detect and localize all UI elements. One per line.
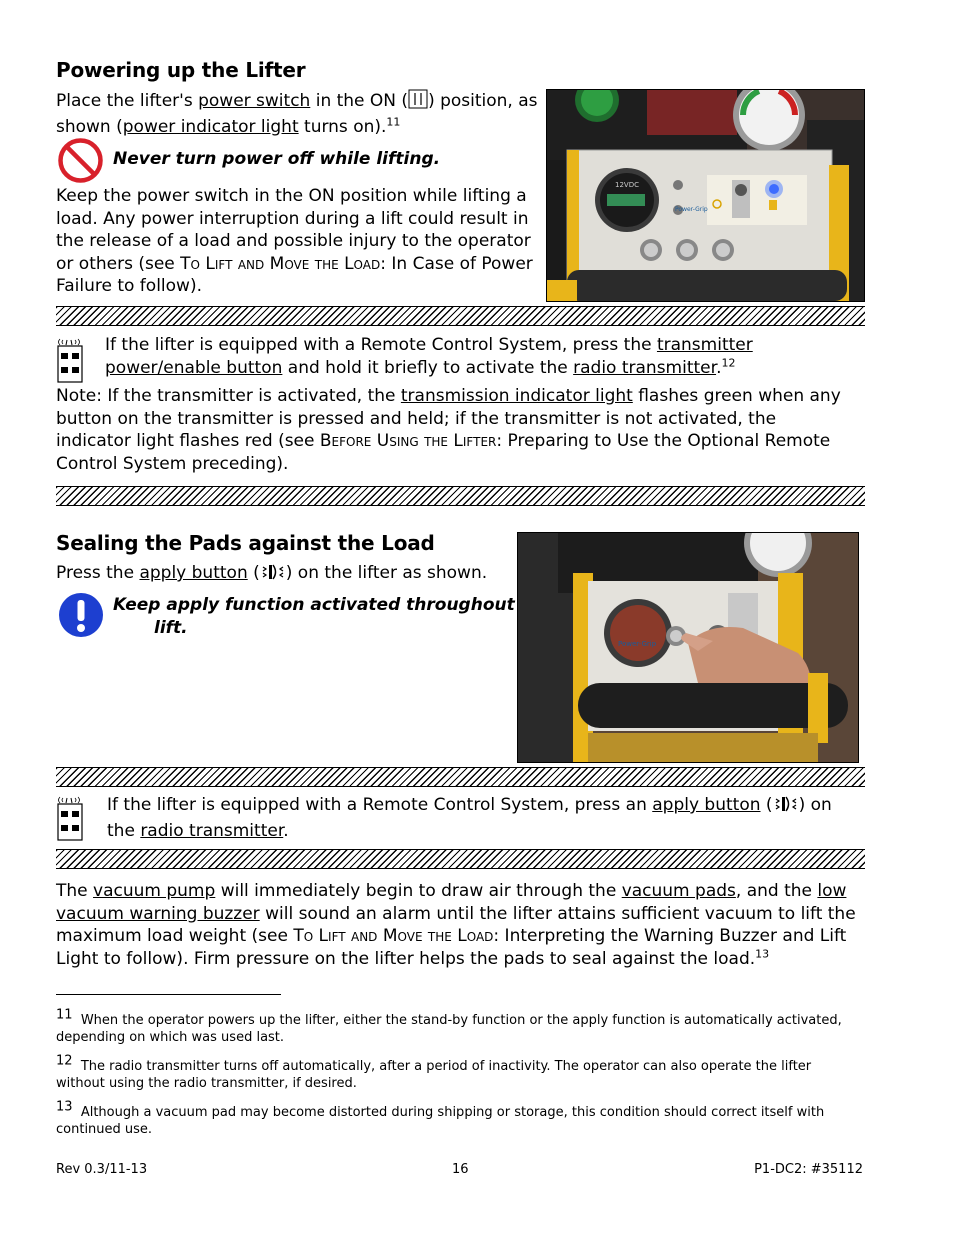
vacuum-pump-paragraph: The vacuum pump will immediately begin to draw air through the vacuum pads, and the low vacuum warning buzzer will sound an alarm until the lifter attains sufficient vacuum to lift the maximum load weight (see To Lift and Move the Load: Interpreting the Warning Buzzer and Lift Light to follow). Firm pressure on the lifter helps the pads to seal against the load.$^{13}$ [56, 881, 856, 969]
power-paragraph: Place the lifter's power switch in the ON ( ) position, as shown (power indicator light turns on).$^{11}$ [56, 91, 538, 137]
apply-paragraph: Press the apply button ( ) on the lifter as shown. [56, 562, 516, 588]
remote-apply-paragraph: If the lifter is equipped with a Remote Control System, press an apply button ( ) on the radio transmitter. [107, 795, 832, 841]
low-vacuum-buzzer-link: low vacuum warning buzzer [56, 881, 847, 924]
power-on-symbol-icon [408, 89, 428, 116]
keep-power-paragraph: Keep the power switch in the ON position while lifting a load. Any power interruption during a lift could result in the release of a load and possible injury to the operator or others (see To Lift and Move the Load: In Case of Power Failure to follow). [56, 186, 533, 296]
transmission-indicator-link: transmission indicator light [400, 386, 633, 406]
radio-transmitter-link: radio transmitter [573, 357, 717, 378]
vacuum-pump-link: vacuum pump [93, 881, 216, 901]
cross-ref-lift-move-2: To Lift and Move the Load [293, 926, 494, 946]
radio-transmitter-link-2: radio transmitter [140, 820, 284, 841]
apply-symbol-icon [260, 563, 286, 588]
remote-section-border-bottom [56, 486, 865, 506]
notice-keep-apply: Keep apply function activated throughout lift. [113, 595, 515, 638]
photo-apply-button [517, 532, 859, 763]
remote-section-border-top [56, 306, 865, 326]
photo-power-switch-drawing [547, 90, 864, 301]
remote-control-icon [57, 337, 83, 387]
remote-section2-border-top [56, 767, 865, 787]
gauge-label: 12VDC [615, 181, 639, 189]
transmitter-note-paragraph: Note: If the transmitter is activated, the transmission indicator light flashes green when any button on the transmitter is pressed and held; if the transmitter is not activated, the indicator light flashes red (see Before Using the Lifter: Preparing to Use the Optional Remote Control System preceding). [56, 386, 841, 474]
footnote-12: 12 The radio transmitter turns off automatically, after a period of inactivity. The operator can also operate the lifter without using the radio transmitter, if desired. [56, 1053, 812, 1091]
cross-ref-lift-move: To Lift and Move the Load [180, 253, 381, 274]
notice-icon [58, 592, 104, 642]
warning-never-turn-off: Never turn power off while lifting. [113, 149, 441, 169]
footnote-ref-13: 13 [755, 946, 770, 960]
footnote-11: 11 When the operator powers up the lifter, either the stand-by function or the apply function is automatically activated, depending on which was used last. [56, 1007, 842, 1045]
apply-button-link: apply button [139, 563, 248, 583]
remote-control-icon-2 [57, 795, 83, 845]
brand-label-1: Power-Grip [675, 206, 708, 213]
remote-section2-border-bottom [56, 849, 865, 869]
footnote-13: 13 Although a vacuum pad may become distorted during shipping or storage, this condition should correct itself with continued use. [56, 1099, 825, 1137]
footer-page-number: 16 [452, 1162, 469, 1177]
footnote-separator [56, 994, 281, 995]
cross-ref-before-using: Before Using the Lifter [319, 431, 497, 451]
footer-document-id: P1-DC2: #35112 [754, 1162, 863, 1177]
power-indicator-link: power indicator light [122, 116, 299, 137]
section-title-powering-up: Powering up the Lifter [56, 58, 306, 82]
transmitter-power-enable-link: transmitter power/enable button [105, 335, 753, 378]
footnote-ref-11: 11 [386, 114, 401, 128]
photo-apply-button-drawing [518, 533, 858, 762]
brand-label-2: Power-Grip [618, 640, 657, 648]
section-title-sealing-pads: Sealing the Pads against the Load [56, 531, 435, 555]
footer-revision: Rev 0.3/11-13 [56, 1162, 148, 1177]
apply-symbol-icon-2 [773, 795, 799, 820]
footnote-ref-12: 12 [721, 355, 736, 369]
apply-button-link-2: apply button [652, 795, 761, 815]
remote-activate-paragraph: If the lifter is equipped with a Remote Control System, press the transmitter power/enable button and hold it briefly to activate the radio transmitter.$^{12}$ [105, 335, 753, 378]
vacuum-pads-link: vacuum pads [621, 881, 736, 901]
prohibition-icon [57, 137, 104, 188]
photo-power-switch [546, 89, 865, 302]
power-switch-link: power switch [198, 91, 311, 111]
